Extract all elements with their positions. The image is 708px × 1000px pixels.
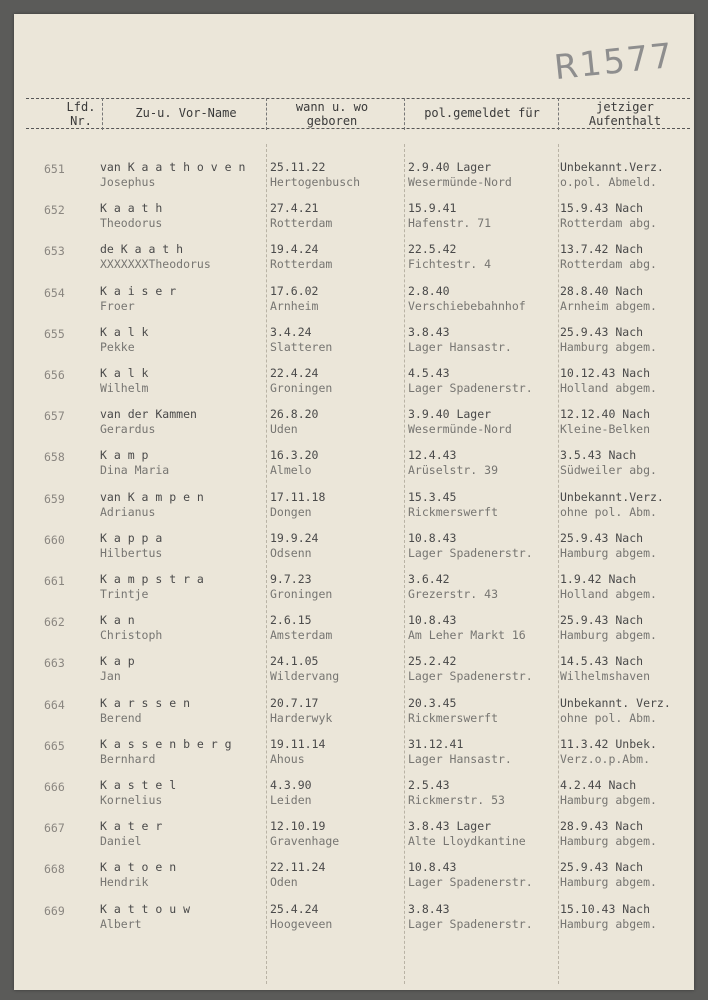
entry-name-line1: K a m p s t r a: [100, 572, 204, 586]
entry-registration-cell: [408, 366, 533, 396]
entry-name-cell: [100, 654, 135, 684]
entry-birth-line1: 20.7.17: [270, 695, 319, 710]
entry-name-line2: Theodorus: [100, 216, 163, 231]
entry-birth-line2: Ahous: [270, 751, 305, 766]
entry-name-line1: de K a a t h: [100, 242, 184, 257]
entry-birth-cell: [270, 448, 318, 478]
entry-registration-line2: Rickmerswerft: [408, 504, 499, 519]
entry-name-line1: K a p p a: [100, 530, 163, 545]
table-row: [14, 321, 694, 363]
entry-location-cell: [560, 490, 664, 520]
entry-birth-line1: 2.6.15: [270, 613, 312, 628]
entry-name-cell: [100, 448, 169, 478]
entry-number: 669: [44, 903, 65, 918]
header-divider: [404, 98, 405, 130]
entry-registration-line1: 12.4.43: [408, 448, 457, 463]
entry-number: 654: [44, 285, 65, 300]
entry-registration-line1: 3.8.43: [408, 901, 450, 916]
entry-location-line2: Hamburg abgem.: [560, 339, 657, 354]
entry-name-cell: [100, 531, 162, 561]
entry-registration-line1: 3.9.40 Lager: [408, 407, 492, 422]
entry-name-cell: [100, 902, 190, 932]
entry-registration-cell: [408, 737, 512, 767]
entry-name-cell: [100, 160, 245, 190]
entry-number: 667: [44, 821, 65, 836]
entry-location-line2: Hamburg abgem.: [560, 875, 657, 890]
entry-registration-cell: [408, 572, 498, 602]
entry-location-line1: 1.9.42 Nach: [560, 572, 637, 586]
entry-name-line1: K a i s e r: [100, 283, 177, 298]
entry-name-line2: Berend: [100, 710, 142, 725]
entry-birth-cell: [270, 778, 312, 808]
entry-location-cell: [560, 160, 664, 190]
entry-registration-line1: 31.12.41: [408, 736, 464, 751]
entry-registration-line2: Fichtestr. 4: [408, 257, 492, 272]
entry-name-line2: Adrianus: [100, 504, 156, 519]
entry-name-cell: [100, 819, 162, 849]
entry-location-line1: 10.12.43 Nach: [560, 366, 651, 380]
header-divider: [266, 98, 267, 130]
document-sheet: [14, 14, 694, 990]
header-nr: Lfd. Nr.: [66, 100, 96, 128]
entry-birth-cell: [270, 613, 332, 643]
entry-location-cell: [560, 407, 650, 437]
entry-birth-line1: 17.11.18: [270, 489, 326, 504]
table-row: [14, 815, 694, 857]
entry-name-cell: [100, 201, 162, 231]
entry-birth-cell: [270, 737, 325, 767]
entry-registration-line2: Am Leher Markt 16: [408, 628, 526, 643]
entry-number: 666: [44, 780, 65, 794]
entry-name-line2: Josephus: [100, 175, 156, 189]
entry-name-line1: van der Kammen: [100, 407, 197, 422]
entry-registration-line2: Wesermünde-Nord: [408, 175, 512, 189]
entry-birth-line2: Arnheim: [270, 298, 319, 313]
entry-location-cell: [560, 572, 657, 602]
entry-name-line2: Dina Maria: [100, 463, 170, 478]
entry-birth-line1: 19.9.24: [270, 530, 319, 545]
entry-number: 662: [44, 615, 65, 630]
entry-registration-cell: [408, 242, 491, 272]
entry-registration-line1: 25.2.42: [408, 654, 457, 669]
entry-registration-line1: 2.8.40: [408, 283, 450, 298]
header-born: wann u. wo geboren: [295, 100, 369, 128]
entry-location-line2: Kleine-Belken: [560, 422, 651, 437]
entry-location-line2: o.pol. Abmeld.: [560, 175, 657, 189]
entry-location-line1: 12.12.40 Nach: [560, 407, 651, 422]
entry-name-cell: [100, 778, 176, 808]
entry-birth-line2: Uden: [270, 422, 298, 437]
header-name: Zu-u. Vor-Name: [135, 106, 237, 120]
entry-name-cell: [100, 284, 176, 314]
entry-registration-cell: [408, 160, 512, 190]
entry-number: 668: [44, 862, 65, 877]
entry-birth-cell: [270, 201, 332, 231]
entry-birth-line2: Gravenhage: [270, 834, 340, 849]
entry-birth-line2: Slatteren: [270, 339, 333, 354]
entry-birth-line1: 19.4.24: [270, 242, 319, 257]
entry-location-cell: [560, 284, 657, 314]
entry-location-line1: Unbekannt.Verz.: [560, 160, 664, 174]
entry-birth-line1: 24.1.05: [270, 654, 319, 669]
entry-location-line2: Hamburg abgem.: [560, 916, 657, 931]
entry-birth-line1: 27.4.21: [270, 201, 319, 216]
entry-location-line2: ohne pol. Abm.: [560, 710, 657, 725]
entry-registration-line1: 3.8.43 Lager: [408, 819, 492, 834]
entry-name-line2: Albert: [100, 916, 142, 931]
entry-registration-cell: [408, 284, 526, 314]
entry-registration-cell: [408, 407, 512, 437]
entry-registration-line2: Lager Hansastr.: [408, 339, 512, 354]
entry-name-line2: Jan: [100, 669, 121, 684]
header-location: jetziger Aufenthalt: [588, 100, 662, 128]
entry-location-cell: [560, 819, 657, 849]
entry-birth-line1: 17.6.02: [270, 283, 319, 298]
entry-location-cell: [560, 737, 657, 767]
entry-birth-line2: Amsterdam: [270, 628, 333, 643]
entry-number: 655: [44, 326, 65, 341]
table-row: [14, 650, 694, 692]
entry-registration-line2: Lager Spadenerstr.: [408, 381, 533, 395]
entry-location-cell: [560, 448, 657, 478]
entry-birth-line2: Rotterdam: [270, 257, 333, 272]
entry-name-line2: Kornelius: [100, 793, 163, 807]
entry-registration-cell: [408, 490, 498, 520]
entry-registration-line1: 20.3.45: [408, 695, 457, 710]
entry-location-cell: [560, 778, 657, 808]
header-top-rule: [26, 98, 690, 99]
entry-registration-cell: [408, 696, 498, 726]
entry-number: 658: [44, 450, 65, 465]
entry-birth-cell: [270, 860, 325, 890]
entry-birth-cell: [270, 902, 332, 932]
entry-name-line2: Trintje: [100, 587, 149, 601]
entry-birth-cell: [270, 696, 332, 726]
archive-stamp: R1577: [552, 35, 676, 89]
header-bottom-rule: [26, 128, 690, 129]
entry-registration-line1: 22.5.42: [408, 242, 457, 257]
entry-birth-line2: Oden: [270, 875, 298, 890]
entry-location-line1: 11.3.42 Unbek.: [560, 736, 657, 751]
entry-registration-line1: 2.5.43: [408, 778, 450, 792]
entry-registration-line2: Lager Hansastr.: [408, 751, 512, 766]
entry-name-cell: [100, 696, 190, 726]
entry-location-cell: [560, 860, 657, 890]
table-row: [14, 774, 694, 816]
entry-location-line2: Hamburg abgem.: [560, 834, 657, 849]
entry-name-line2: Hilbertus: [100, 545, 163, 560]
entry-number: 657: [44, 409, 65, 424]
entry-name-line1: K a t t o u w: [100, 901, 191, 916]
table-row: [14, 692, 694, 734]
entry-birth-line1: 25.11.22: [270, 160, 326, 174]
entry-name-line2: Christoph: [100, 628, 163, 643]
entry-name-line2: XXXXXXXTheodorus: [100, 257, 211, 272]
entry-registration-line2: Verschiebebahnhof: [408, 298, 526, 313]
entry-registration-line1: 10.8.43: [408, 613, 457, 628]
entry-registration-line1: 10.8.43: [408, 530, 457, 545]
entry-birth-cell: [270, 490, 325, 520]
entry-registration-cell: [408, 448, 498, 478]
entry-birth-cell: [270, 242, 332, 272]
entry-name-line2: Froer: [100, 298, 135, 313]
entry-birth-cell: [270, 160, 360, 190]
entry-registration-line2: Lager Spadenerstr.: [408, 545, 533, 560]
entry-name-cell: [100, 737, 232, 767]
table-row: [14, 568, 694, 610]
entry-name-line1: K a t o e n: [100, 860, 177, 875]
entry-name-line1: K a s s e n b e r g: [100, 736, 232, 751]
entry-registration-line2: Lager Spadenerstr.: [408, 916, 533, 931]
table-row: [14, 403, 694, 445]
entry-registration-line2: Wesermünde-Nord: [408, 422, 512, 437]
entry-number: 664: [44, 697, 65, 712]
entry-location-cell: [560, 242, 657, 272]
entry-location-line2: Hamburg abgem.: [560, 545, 657, 560]
entry-birth-line1: 26.8.20: [270, 407, 319, 422]
entry-registration-cell: [408, 531, 533, 561]
entry-birth-line2: Groningen: [270, 587, 333, 601]
entry-location-line1: 25.9.43 Nach: [560, 860, 644, 875]
entry-registration-line2: Hafenstr. 71: [408, 216, 492, 231]
entry-name-cell: [100, 860, 176, 890]
entry-birth-cell: [270, 366, 332, 396]
entry-number: 656: [44, 368, 65, 382]
entry-registration-line1: 15.3.45: [408, 489, 457, 504]
table-row: [14, 280, 694, 322]
entry-birth-line1: 16.3.20: [270, 448, 319, 463]
entry-birth-line1: 22.11.24: [270, 860, 326, 875]
entry-name-cell: [100, 613, 162, 643]
entry-registration-line1: 4.5.43: [408, 366, 450, 380]
entry-name-cell: [100, 407, 197, 437]
table-row: [14, 856, 694, 898]
entry-location-line2: Holland abgem.: [560, 381, 657, 395]
entry-birth-cell: [270, 325, 332, 355]
entry-birth-line1: 9.7.23: [270, 572, 312, 586]
header-divider: [102, 98, 103, 130]
entry-number: 653: [44, 244, 65, 259]
entry-birth-line2: Leiden: [270, 793, 312, 807]
entry-number: 661: [44, 574, 65, 588]
entry-location-line2: Hamburg abgem.: [560, 628, 657, 643]
entry-registration-line2: Alte Lloydkantine: [408, 834, 526, 849]
entry-location-line2: Rotterdam abg.: [560, 257, 657, 272]
entry-location-line1: 3.5.43 Nach: [560, 448, 637, 463]
entry-registration-line2: Lager Spadenerstr.: [408, 669, 533, 684]
entry-number: 651: [44, 162, 65, 176]
entry-location-line1: 15.10.43 Nach: [560, 901, 651, 916]
table-row: [14, 238, 694, 280]
entry-registration-cell: [408, 613, 526, 643]
entry-birth-line1: 4.3.90: [270, 778, 312, 792]
entry-birth-line1: 25.4.24: [270, 901, 319, 916]
entry-location-line1: 25.9.43 Nach: [560, 530, 644, 545]
entry-name-line1: K a t e r: [100, 819, 163, 834]
entry-location-cell: [560, 613, 657, 643]
entry-birth-cell: [270, 531, 318, 561]
entry-location-line1: 13.7.42 Nach: [560, 242, 644, 257]
entry-name-cell: [100, 572, 204, 602]
entry-name-line1: K a l k: [100, 324, 149, 339]
entry-number: 660: [44, 532, 65, 547]
entry-birth-cell: [270, 654, 339, 684]
table-row: [14, 156, 694, 198]
entry-location-cell: [560, 696, 671, 726]
entry-location-cell: [560, 201, 657, 231]
entry-registration-cell: [408, 819, 526, 849]
entry-birth-line1: 22.4.24: [270, 366, 319, 380]
entry-name-line1: K a a t h: [100, 201, 163, 216]
entry-name-line1: van K a a t h o v e n: [100, 160, 246, 174]
entry-name-line2: Daniel: [100, 834, 142, 849]
entry-location-cell: [560, 531, 657, 561]
entry-birth-line2: Odsenn: [270, 545, 312, 560]
entry-name-line2: Gerardus: [100, 422, 156, 437]
entry-location-cell: [560, 366, 657, 396]
entry-location-line2: Südweiler abg.: [560, 463, 657, 478]
entry-registration-line2: Arüselstr. 39: [408, 463, 499, 478]
entry-birth-line2: Dongen: [270, 504, 312, 519]
entry-location-line1: Unbekannt.Verz.: [560, 489, 664, 504]
entry-registration-line1: 15.9.41: [408, 201, 457, 216]
entry-name-line2: Hendrik: [100, 875, 149, 890]
entry-birth-line2: Rotterdam: [270, 216, 333, 231]
entry-location-line1: Unbekannt. Verz.: [560, 695, 671, 710]
header-registered: pol.gemeldet für: [424, 106, 540, 120]
entry-location-line2: Holland abgem.: [560, 587, 657, 601]
entry-registration-line1: 10.8.43: [408, 860, 457, 875]
entry-location-line2: Rotterdam abg.: [560, 216, 657, 231]
entry-birth-line1: 3.4.24: [270, 324, 312, 339]
entry-location-line1: 4.2.44 Nach: [560, 778, 637, 792]
entry-birth-line2: Groningen: [270, 381, 333, 395]
entry-name-cell: [100, 325, 148, 355]
entry-name-line1: K a l k: [100, 366, 149, 380]
entry-registration-line2: Lager Spadenerstr.: [408, 875, 533, 890]
header-divider: [558, 98, 559, 130]
entry-name-line2: Wilhelm: [100, 381, 149, 395]
entry-location-cell: [560, 325, 657, 355]
entry-name-line1: van K a m p e n: [100, 489, 204, 504]
entry-registration-line1: 3.8.43: [408, 324, 450, 339]
entry-name-cell: [100, 490, 204, 520]
entry-birth-line2: Hoogeveen: [270, 916, 333, 931]
entry-location-line1: 14.5.43 Nach: [560, 654, 644, 669]
entry-registration-line2: Rickmerstr. 53: [408, 793, 505, 807]
entry-number: 663: [44, 656, 65, 671]
entry-birth-line2: Harderwyk: [270, 710, 333, 725]
entry-registration-line2: Grezerstr. 43: [408, 587, 499, 601]
entry-registration-cell: [408, 902, 533, 932]
entry-registration-cell: [408, 778, 505, 808]
entry-location-line2: Wilhelmshaven: [560, 669, 651, 684]
entry-birth-line2: Hertogenbusch: [270, 175, 361, 189]
entry-location-line2: ohne pol. Abm.: [560, 504, 657, 519]
table-row: [14, 733, 694, 775]
entry-name-line1: K a n: [100, 613, 135, 628]
entry-registration-line1: 2.9.40 Lager: [408, 160, 492, 174]
entry-registration-cell: [408, 325, 512, 355]
entry-location-line1: 28.8.40 Nach: [560, 283, 644, 298]
entry-name-cell: [100, 366, 148, 396]
table-row: [14, 197, 694, 239]
entry-registration-line1: 3.6.42: [408, 572, 450, 586]
entry-name-line1: K a s t e l: [100, 778, 177, 792]
entry-registration-line2: Rickmerswerft: [408, 710, 499, 725]
table-row: [14, 609, 694, 651]
entry-name-line1: K a m p: [100, 448, 149, 463]
entry-location-cell: [560, 654, 650, 684]
entry-birth-cell: [270, 819, 339, 849]
entry-name-line2: Pekke: [100, 339, 135, 354]
entry-location-line2: Arnheim abgem.: [560, 298, 657, 313]
entry-number: 665: [44, 738, 65, 753]
entry-birth-line1: 19.11.14: [270, 736, 326, 751]
entry-location-line1: 15.9.43 Nach: [560, 201, 644, 216]
entry-location-line2: Verz.o.p.Abm.: [560, 751, 651, 766]
table-row: [14, 362, 694, 404]
entry-location-line1: 25.9.43 Nach: [560, 613, 644, 628]
entry-registration-cell: [408, 201, 491, 231]
entry-name-line1: K a p: [100, 654, 135, 669]
table-row: [14, 898, 694, 940]
entry-name-line1: K a r s s e n: [100, 695, 191, 710]
entry-birth-cell: [270, 284, 318, 314]
entry-registration-cell: [408, 654, 533, 684]
entry-birth-line2: Almelo: [270, 463, 312, 478]
entry-name-line2: Bernhard: [100, 751, 156, 766]
table-row: [14, 527, 694, 569]
entry-birth-line2: Wildervang: [270, 669, 340, 684]
entry-birth-line1: 12.10.19: [270, 819, 326, 834]
entry-name-cell: [100, 242, 211, 272]
table-row: [14, 444, 694, 486]
entry-birth-cell: [270, 407, 318, 437]
entry-location-line2: Hamburg abgem.: [560, 793, 657, 807]
entry-number: 659: [44, 491, 65, 506]
table-row: [14, 486, 694, 528]
entry-registration-cell: [408, 860, 533, 890]
entry-location-line1: 25.9.43 Nach: [560, 324, 644, 339]
entry-location-line1: 28.9.43 Nach: [560, 819, 644, 834]
entry-location-cell: [560, 902, 657, 932]
entry-birth-cell: [270, 572, 332, 602]
entry-number: 652: [44, 203, 65, 218]
